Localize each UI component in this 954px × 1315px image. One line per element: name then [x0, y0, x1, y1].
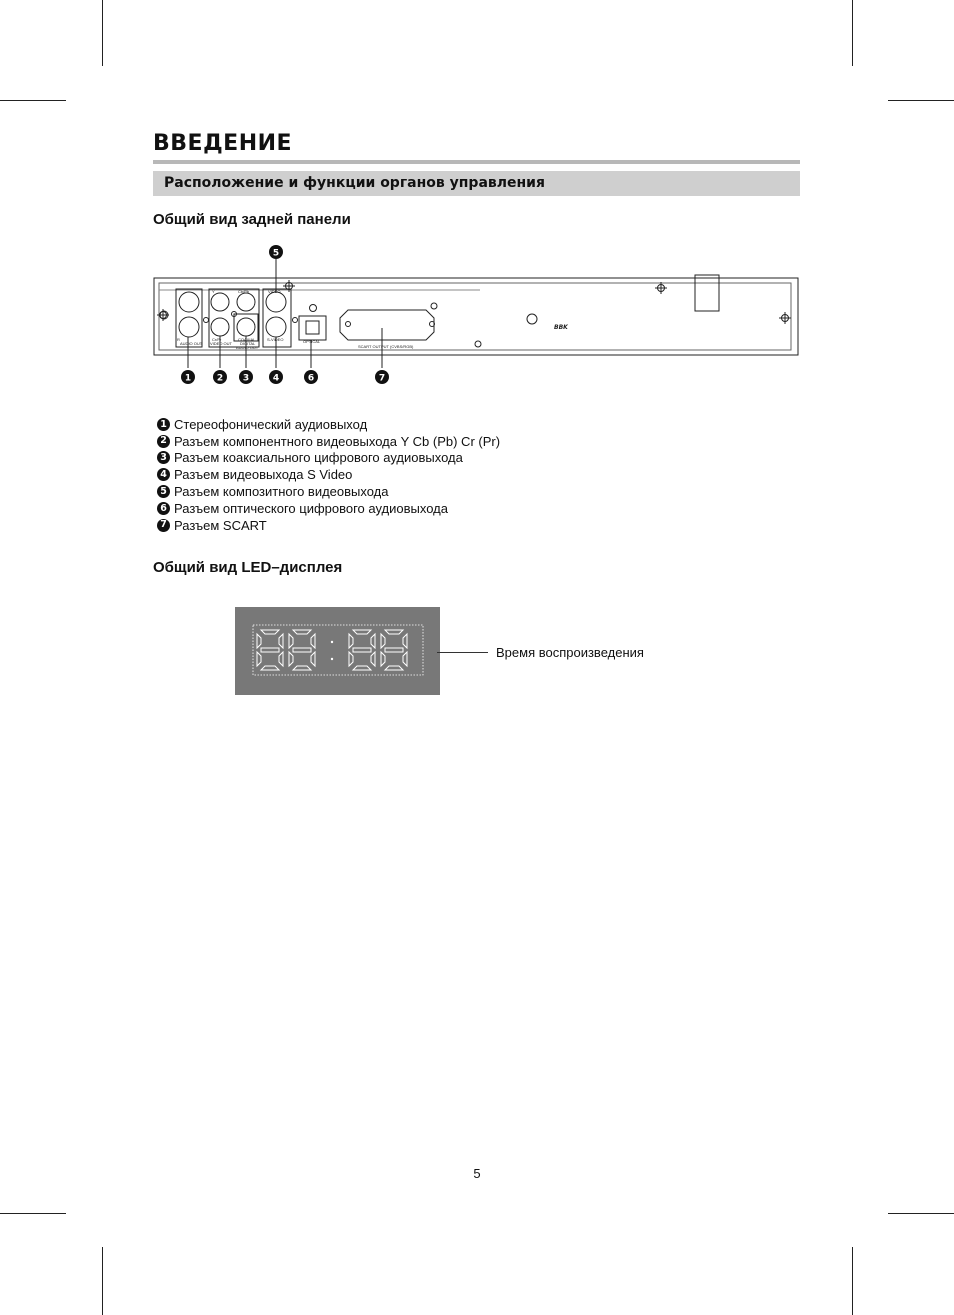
list-item-text: Разъем композитного видеовыхода [174, 484, 389, 500]
list-item [157, 483, 500, 500]
led-segment [257, 652, 261, 666]
list-item [157, 500, 500, 517]
led-segment [371, 634, 375, 648]
panel-label-coaxial: COAXIAL [238, 337, 256, 342]
led-segment [293, 666, 311, 670]
video-jack [266, 292, 286, 312]
led-colon-dot [331, 658, 333, 660]
led-segment [403, 652, 407, 666]
screw-hole [475, 341, 481, 347]
led-segment [261, 648, 279, 652]
audio-jack-r [179, 317, 199, 337]
list-item [157, 416, 500, 433]
crosshair-screw [655, 282, 667, 294]
panel-label-s-video: S-VIDEO [267, 337, 284, 342]
screw-hole [310, 305, 317, 312]
panel-label-y: Y [212, 289, 215, 294]
number-badge: 6 [157, 502, 170, 515]
panel-label-audio-out-small: AUDIO OUT [236, 345, 259, 350]
led-segment [385, 648, 403, 652]
led-segment [289, 634, 293, 648]
scart-connector [340, 310, 434, 340]
number-badge: 2 [157, 435, 170, 448]
led-colon-dot [331, 641, 333, 643]
crop-mark [102, 0, 103, 66]
led-segment [353, 648, 371, 652]
crop-mark [0, 100, 66, 101]
panel-label-cb: Cb/Pb [238, 289, 250, 294]
led-segment [261, 666, 279, 670]
page-title: ВВЕДЕНИЕ [153, 131, 293, 156]
led-segment [381, 652, 385, 666]
number-badge: 5 [157, 485, 170, 498]
svg-text:4: 4 [272, 373, 280, 384]
number-badge: 4 [157, 468, 170, 481]
led-segment [371, 652, 375, 666]
list-item-text: Разъем коаксиального цифрового аудиовыхода [174, 450, 463, 466]
svg-text:7: 7 [378, 373, 386, 384]
led-segment [311, 652, 315, 666]
number-badge: 1 [157, 418, 170, 431]
callout-badge [181, 370, 195, 384]
component-jack-y [211, 293, 229, 311]
coaxial-jack [237, 318, 255, 336]
screw-hole [293, 318, 298, 323]
panel-label-video: VIDEO [268, 289, 281, 294]
callout-badge [304, 370, 318, 384]
list-item-text: Разъем оптического цифрового аудиовыхода [174, 500, 448, 516]
number-badge: 7 [157, 519, 170, 532]
led-segment [257, 634, 261, 648]
list-item [157, 433, 500, 450]
led-label: Время воспроизведения [496, 645, 644, 660]
led-segment [279, 652, 283, 666]
connector-legend [157, 416, 500, 534]
component-jack-cr [211, 318, 229, 336]
led-leader-line [437, 652, 488, 653]
led-segment [403, 634, 407, 648]
led-segment [311, 634, 315, 648]
callout-badge [269, 245, 283, 259]
power-hole [527, 314, 537, 324]
callout-badge [239, 370, 253, 384]
title-rule [153, 160, 800, 164]
panel-label-r: R [177, 337, 180, 342]
rear-panel-heading: Общий вид задней панели [153, 211, 351, 228]
led-segment [385, 666, 403, 670]
led-display [235, 607, 440, 695]
crop-mark [888, 100, 954, 101]
led-segment [349, 652, 353, 666]
section-bar [153, 171, 800, 196]
svg-text:1: 1 [184, 373, 192, 384]
svg-text:3: 3 [242, 373, 250, 384]
led-segment [293, 648, 311, 652]
audio-jack-l [179, 292, 199, 312]
led-segment [293, 630, 311, 634]
callout-badge [375, 370, 389, 384]
list-item [157, 517, 500, 534]
vent-tab [695, 275, 719, 311]
callout-badge [269, 370, 283, 384]
svg-text:2: 2 [216, 373, 224, 384]
component-jack-cb [237, 293, 255, 311]
led-segment [353, 666, 371, 670]
led-segment [289, 652, 293, 666]
crop-mark [888, 1213, 954, 1214]
list-item-text: Стереофонический аудиовыход [174, 416, 368, 432]
page-number: 5 [473, 1166, 481, 1181]
number-badge: 3 [157, 451, 170, 464]
section-title: Расположение и функции органов управления [164, 175, 545, 191]
optical-port [306, 321, 319, 334]
optical-box [299, 316, 326, 340]
list-item [157, 466, 500, 483]
led-segment [261, 630, 279, 634]
svg-text:6: 6 [307, 373, 315, 384]
led-segment [381, 634, 385, 648]
panel-label-video-out: VIDEO OUT [210, 341, 233, 346]
crop-mark [852, 0, 853, 66]
panel-label-optical: OPTICAL [303, 339, 321, 344]
list-item [157, 450, 500, 467]
panel-label-digital: DIGITAL [240, 341, 256, 346]
led-segment [279, 634, 283, 648]
led-heading: Общий вид LED–дисплея [153, 559, 343, 576]
list-item-text: Разъем видеовыхода S Video [174, 467, 353, 483]
list-item-text: Разъем компонентного видеовыхода Y Cb (Pb) Cr (Pr) [174, 433, 501, 449]
crop-mark [102, 1247, 103, 1315]
s-video-jack [266, 317, 286, 337]
screw-hole [431, 303, 437, 309]
list-item-text: Разъем SCART [174, 517, 267, 533]
led-segment [353, 630, 371, 634]
crop-mark [0, 1213, 66, 1214]
led-segment [385, 630, 403, 634]
crosshair-screw [779, 312, 791, 324]
screw-hole [346, 322, 351, 327]
brand-logo: BBK [554, 324, 568, 331]
screw-hole [204, 318, 209, 323]
panel-label-audio-out: AUDIO OUT [180, 341, 203, 346]
callout-badge [213, 370, 227, 384]
led-segment [349, 634, 353, 648]
panel-label-scart: SCART OUTPUT (CVBS/RGB) [358, 344, 414, 349]
crop-mark [852, 1247, 853, 1315]
rear-panel-diagram [150, 240, 802, 390]
led-digits [235, 607, 440, 695]
svg-text:5: 5 [272, 248, 280, 259]
panel-label-cr: Cr/Pr [212, 337, 222, 342]
